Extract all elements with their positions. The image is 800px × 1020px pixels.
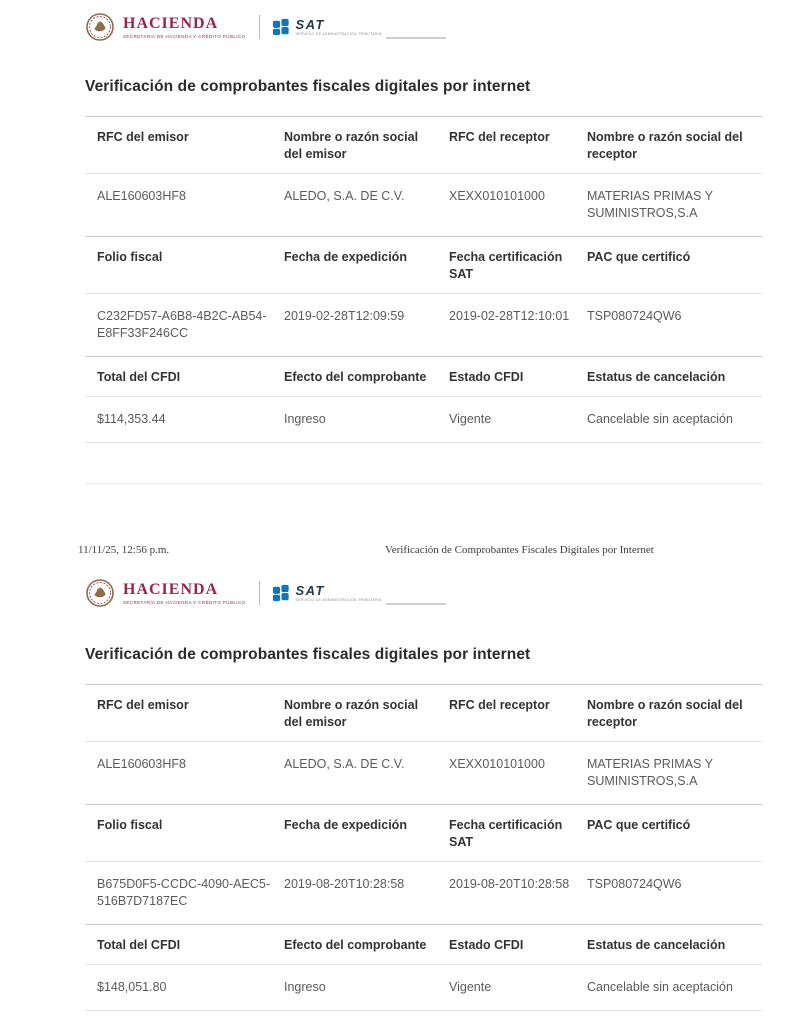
table-value-cell: Vigente [449, 980, 492, 994]
table-header-cell: Total del CFDI [97, 938, 181, 952]
table-value-cell: Ingreso [284, 980, 326, 994]
table-value-cell: ALE160603HF8 [97, 189, 186, 203]
table-value-cell: MATERIAS PRIMAS Y SUMINISTROS,S.A [587, 189, 713, 220]
table-value-cell: 2019-08-20T10:28:58 [284, 877, 405, 891]
table-value-row [85, 964, 762, 1010]
table-value-cell: Cancelable sin aceptación [587, 412, 733, 426]
table-value-cell: ALEDO, S.A. DE C.V. [284, 757, 405, 771]
table-header-row [85, 236, 762, 293]
sat-rule-divider [386, 603, 446, 605]
table-value-row [85, 173, 762, 236]
page-title: Verificación de comprobantes fiscales digitales por internet [85, 646, 531, 663]
table-value-cell: $114,353.44 [97, 412, 166, 426]
table-header-cell: PAC que certificó [587, 250, 691, 264]
table-header-cell: Fecha de expedición [284, 250, 407, 264]
table-header-cell: Nombre o razón social del emisor [284, 130, 419, 161]
hacienda-subtitle: SECRETARÍA DE HACIENDA Y CRÉDITO PÚBLICO [123, 33, 246, 39]
table-header-cell: Estatus de cancelación [587, 370, 726, 384]
table-value-row [85, 293, 762, 356]
table-value-row [85, 396, 762, 442]
cfdi-table [85, 116, 762, 443]
table-value-cell: XEXX010101000 [449, 757, 545, 771]
table-value-cell: Vigente [449, 412, 492, 426]
sat-subtitle: SERVICIO DE ADMINISTRACIÓN TRIBUTARIA [295, 598, 382, 602]
table-header-cell: Nombre o razón social del emisor [284, 698, 419, 729]
brand-header [85, 10, 762, 44]
table-header-cell: RFC del emisor [97, 698, 189, 712]
table-header-cell: Folio fiscal [97, 250, 163, 264]
table-header-cell: Efecto del comprobante [284, 938, 427, 952]
table-header-row [85, 684, 762, 741]
print-date: 11/11/25, 12:56 p.m. [78, 544, 170, 556]
section-divider [85, 483, 762, 484]
table-header-cell: Nombre o razón social del receptor [587, 698, 743, 729]
table-header-row [85, 116, 762, 173]
hacienda-logo [123, 16, 245, 39]
table-header-cell: Fecha certificación SAT [449, 250, 563, 281]
table-value-cell: ALE160603HF8 [97, 757, 186, 771]
page-2 [85, 576, 762, 1011]
sat-wordmark: SAT [295, 583, 325, 598]
page-title: Verificación de comprobantes fiscales digitales por internet [85, 78, 531, 95]
hacienda-wordmark: HACIENDA [123, 580, 219, 598]
table-value-cell: Ingreso [284, 412, 326, 426]
table-value-cell: 2019-02-28T12:10:01 [449, 309, 570, 323]
table-header-cell: RFC del receptor [449, 130, 550, 144]
sat-squares-icon [272, 584, 290, 602]
print-header [0, 544, 800, 558]
table-value-cell: $148,051.80 [97, 980, 167, 994]
table-value-cell: TSP080724QW6 [587, 309, 682, 323]
table-value-cell: MATERIAS PRIMAS Y SUMINISTROS,S.A [587, 757, 713, 788]
table-value-cell: TSP080724QW6 [587, 877, 682, 891]
table-header-cell: Folio fiscal [97, 818, 163, 832]
table-header-row [85, 924, 762, 964]
table-header-cell: Efecto del comprobante [284, 370, 427, 384]
table-header-cell: Fecha de expedición [284, 818, 407, 832]
table-value-cell: XEXX010101000 [449, 189, 545, 203]
print-doc-title: Verificación de Comprobantes Fiscales Digitales por Internet [385, 544, 654, 556]
table-header-row [85, 356, 762, 396]
table-value-cell: Cancelable sin aceptación [587, 980, 733, 994]
cfdi-table [85, 684, 762, 1011]
table-header-row [85, 804, 762, 861]
sat-squares-icon [272, 18, 290, 36]
table-value-cell: ALEDO, S.A. DE C.V. [284, 189, 405, 203]
table-header-cell: Estatus de cancelación [587, 938, 726, 952]
table-header-cell: Nombre o razón social del receptor [587, 130, 743, 161]
sat-logo [272, 18, 381, 36]
hacienda-seal-icon [85, 578, 115, 608]
table-header-cell: Total del CFDI [97, 370, 181, 384]
table-value-row [85, 741, 762, 804]
table-value-cell: 2019-08-20T10:28:58 [449, 877, 570, 891]
table-header-cell: Estado CFDI [449, 370, 524, 384]
hacienda-logo [123, 582, 245, 605]
sat-wordmark: SAT [295, 17, 325, 32]
table-value-cell: B675D0F5-CCDC-4090-AEC5-516B7D7187EC [97, 877, 270, 908]
sat-rule-divider [386, 37, 446, 39]
brand-header [85, 576, 762, 610]
sat-subtitle: SERVICIO DE ADMINISTRACIÓN TRIBUTARIA [295, 32, 382, 36]
hacienda-seal-icon [85, 12, 115, 42]
logo-divider [259, 581, 260, 605]
hacienda-subtitle: SECRETARÍA DE HACIENDA Y CRÉDITO PÚBLICO [123, 599, 246, 605]
page-1 [78, 10, 762, 558]
table-header-cell: RFC del emisor [97, 130, 189, 144]
table-value-cell: C232FD57-A6B8-4B2C-AB54-E8FF33F246CC [97, 309, 267, 340]
hacienda-wordmark: HACIENDA [123, 14, 219, 32]
table-header-cell: Estado CFDI [449, 938, 524, 952]
table-header-cell: RFC del receptor [449, 698, 550, 712]
logo-divider [259, 15, 260, 39]
sat-logo [272, 584, 381, 602]
table-header-cell: Fecha certificación SAT [449, 818, 563, 849]
table-value-row [85, 861, 762, 924]
table-value-cell: 2019-02-28T12:09:59 [284, 309, 405, 323]
table-header-cell: PAC que certificó [587, 818, 691, 832]
